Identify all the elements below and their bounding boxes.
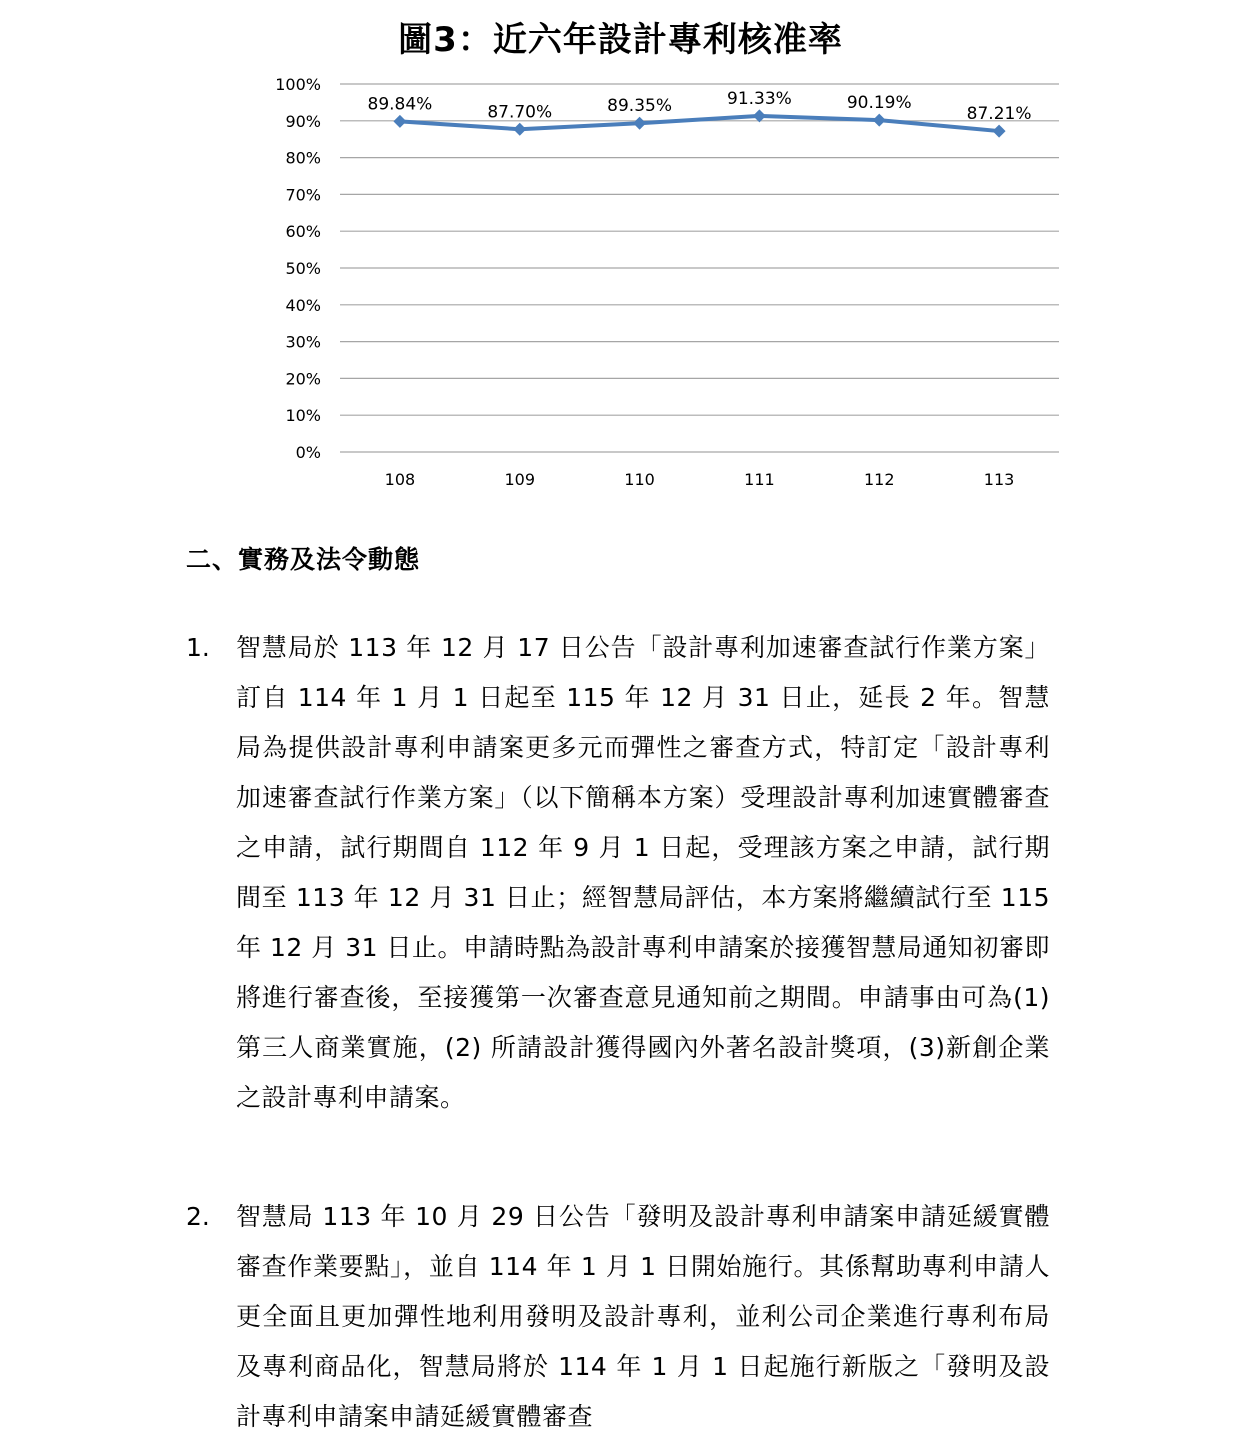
list-item-text: 智慧局於 113 年 12 月 17 日公告「設計專利加速審查試行作業方案」訂自 114 年 1 月 1 日起至 115 年 12 月 31 日止，延長 2 年。智慧局為提供設計專利申請案更多元而彈性之審查方式，特訂定「設計專利加速審查試行作業方案」（以下簡稱本方案）受理設計專利加速實體審查之申請，試行期間自 112 年 9 月 1 日起，受理該方案之申請，試行期間至 113 年 12 月 31 日止；經智慧局評估，本方案將繼續試行至 115 年 12 月 31 日止。申請時點為設計專利申請案於接獲智慧局通知初審即將進行審查後，至接獲第一次審查意見通知前之期間。申請事由可為(1)第三人商業實施，(2) 所請設計獲得國內外著名設計獎項，(3)新創企業之設計專利申請案。 bbox=[236, 633, 1050, 1112]
y-tick-label: 20% bbox=[285, 369, 321, 389]
chart-title: 圖3：近六年設計專利核准率 bbox=[398, 20, 843, 60]
y-tick-label: 50% bbox=[285, 259, 321, 278]
list-item bbox=[186, 623, 1050, 1123]
data-label: 89.84% bbox=[367, 94, 433, 115]
y-tick-label: 0% bbox=[295, 443, 321, 462]
y-tick-label: 80% bbox=[285, 148, 321, 168]
y-tick-label: 30% bbox=[285, 332, 321, 352]
list-item-text: 智慧局 113 年 10 月 29 日公告「發明及設計專利申請案申請延緩實體審查作業要點」，並自 114 年 1 月 1 日開始施行。其係幫助專利申請人更全面且更加彈性地利用發明及設計專利，並利公司企業進行專利布局及專利商品化，智慧局將於 114 年 1 月 1 日起施行新版之「發明及設計專利申請案申請延緩實體審查 bbox=[236, 1202, 1050, 1431]
y-tick-label: 100% bbox=[275, 75, 321, 94]
data-point bbox=[873, 114, 886, 127]
section-heading: 二、實務及法令動態 bbox=[186, 545, 421, 574]
list-item bbox=[186, 1192, 1050, 1442]
y-tick-label: 70% bbox=[285, 185, 321, 205]
data-point bbox=[513, 123, 526, 136]
x-tick-label: 109 bbox=[504, 470, 536, 489]
data-label: 89.35% bbox=[607, 96, 672, 117]
y-tick-label: 90% bbox=[285, 111, 321, 131]
data-label: 91.33% bbox=[727, 88, 792, 109]
list-item-number: 1. bbox=[186, 633, 210, 662]
data-label: 90.19% bbox=[846, 93, 912, 114]
x-tick-label: 112 bbox=[863, 470, 895, 489]
y-tick-label: 10% bbox=[285, 406, 321, 426]
data-label: 87.21% bbox=[966, 104, 1032, 125]
list-item-number: 2. bbox=[186, 1202, 210, 1231]
x-tick-label: 111 bbox=[744, 470, 775, 489]
x-tick-label: 113 bbox=[983, 470, 1015, 489]
data-point bbox=[393, 115, 406, 128]
x-tick-label: 108 bbox=[384, 470, 416, 489]
y-tick-label: 40% bbox=[285, 295, 321, 315]
x-tick-label: 110 bbox=[624, 470, 655, 489]
line-chart bbox=[0, 0, 1241, 500]
y-tick-label: 60% bbox=[285, 222, 321, 242]
data-point bbox=[633, 117, 646, 130]
data-label: 87.70% bbox=[487, 102, 553, 123]
data-point bbox=[993, 125, 1006, 138]
